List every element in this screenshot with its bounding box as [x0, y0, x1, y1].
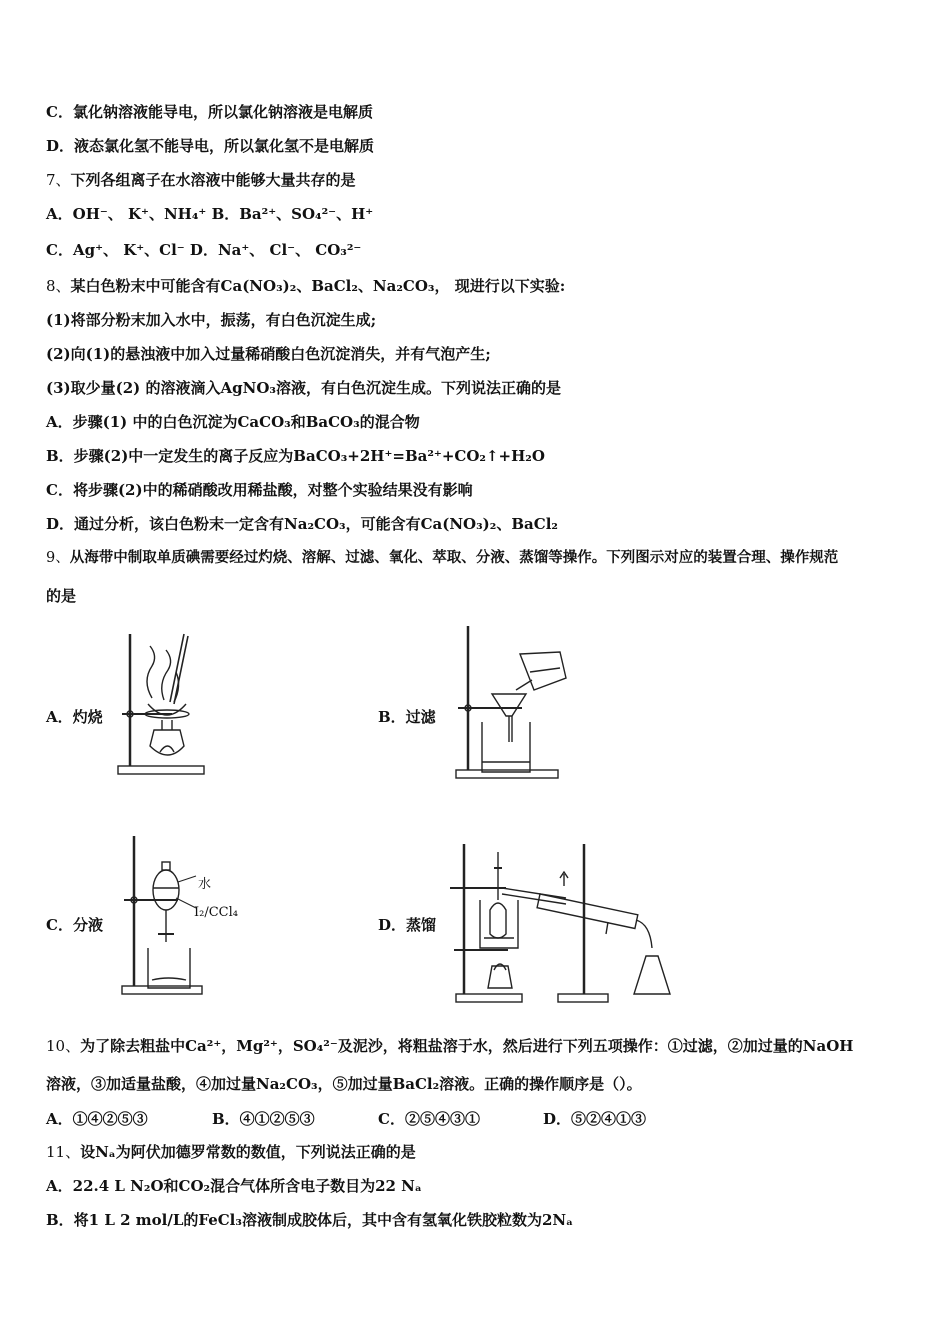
q11-number: 11、 [46, 1143, 81, 1161]
q8-stem-line [46, 276, 565, 296]
q11-option-b: B．将1 L 2 mol/L的FeCl₃溶液制成胶体后，其中含有氢氧化铁胶粒数为2Nₐ [46, 1211, 574, 1229]
q10-option-a: A．①④②⑤③ [46, 1110, 148, 1128]
q7-options-cd: C．Ag⁺、 K⁺、Cl⁻ D．Na⁺、 Cl⁻、 CO₃²⁻ [46, 241, 362, 259]
q10-option-b: B．④①②⑤③ [212, 1110, 315, 1128]
q8-step-1: (1)将部分粉末加入水中，振荡，有白色沉淀生成; [46, 311, 377, 329]
q8-step-2: (2)向(1)的悬浊液中加入过量稀硝酸白色沉淀消失，并有气泡产生; [46, 345, 491, 363]
q10-stem-line1 [46, 1036, 853, 1056]
q9-number: 9、 [46, 550, 70, 566]
q6-option-d: D．液态氯化氢不能导电，所以氯化氢不是电解质 [46, 137, 375, 155]
q9-option-b: B．过滤 [378, 708, 436, 726]
figure-burning-apparatus [112, 626, 212, 780]
q8-option-b: B．步骤(2)中一定发生的离子反应为BaCO₃+2H⁺=Ba²⁺+CO₂↑+H₂O [46, 447, 545, 465]
figure-separation-apparatus [118, 830, 248, 1000]
q8-stem: 某白色粉末中可能含有Ca(NO₃)₂、BaCl₂、Na₂CO₃， 现进行以下实验: [70, 277, 566, 295]
q11-stem: 设Nₐ为阿伏加德罗常数的数值，下列说法正确的是 [80, 1143, 416, 1161]
q10-option-c: C．②⑤④③① [378, 1110, 480, 1128]
q10-stem-line2: 溶液，③加适量盐酸，④加过量Na₂CO₃，⑤加过量BaCl₂溶液。正确的操作顺序是（）。 [46, 1075, 642, 1093]
q11-option-a: A．22.4 L N₂O和CO₂混合气体所含电子数目为22 Nₐ [46, 1177, 422, 1195]
q9-stem1: 从海带中制取单质碘需要经过灼烧、溶解、过滤、氧化、萃取、分液、蒸馏等操作。下列图示对应的装置合理、操作规范 [69, 549, 839, 566]
q10-number: 10、 [46, 1037, 81, 1055]
q9-option-d: D．蒸馏 [378, 916, 437, 934]
q8-step-3: (3)取少量(2) 的溶液滴入AgNO₃溶液，有白色沉淀生成。下列说法正确的是 [46, 379, 561, 397]
q8-option-a: A．步骤(1) 中的白色沉淀为CaCO₃和BaCO₃的混合物 [46, 413, 420, 431]
q7-number: 7、 [46, 171, 71, 189]
q8-option-c: C．将步骤(2)中的稀硝酸改用稀盐酸，对整个实验结果没有影响 [46, 481, 473, 499]
q9-stem-line2: 的是 [46, 587, 77, 605]
q6-option-c: C．氯化钠溶液能导电，所以氯化钠溶液是电解质 [46, 103, 373, 121]
figure-distillation-apparatus [446, 838, 682, 1008]
q10-option-d: D．⑤②④①③ [543, 1110, 647, 1128]
q9-option-c: C．分液 [46, 916, 103, 934]
q11-stem-line [46, 1142, 416, 1162]
q9-stem-line1 [46, 548, 838, 568]
label-water: 水 [198, 877, 212, 892]
q10-stem1: 为了除去粗盐中Ca²⁺，Mg²⁺，SO₄²⁻及泥沙，将粗盐溶于水，然后进行下列五项操作：①过滤，②加过量的NaOH [80, 1037, 854, 1055]
q8-option-d: D．通过分析，该白色粉末一定含有Na₂CO₃，可能含有Ca(NO₃)₂、BaCl₂ [46, 515, 558, 533]
q7-options-ab: A．OH⁻、 K⁺、NH₄⁺ B．Ba²⁺、SO₄²⁻、H⁺ [46, 205, 374, 223]
q9-option-a: A．灼烧 [46, 708, 103, 726]
q8-number: 8、 [46, 277, 71, 295]
q7-stem: 下列各组离子在水溶液中能够大量共存的是 [70, 171, 356, 189]
q7-stem-line [46, 170, 356, 190]
label-iodine-ccl4: I₂/CCl₄ [194, 905, 238, 920]
figure-filtration-apparatus [448, 622, 578, 784]
